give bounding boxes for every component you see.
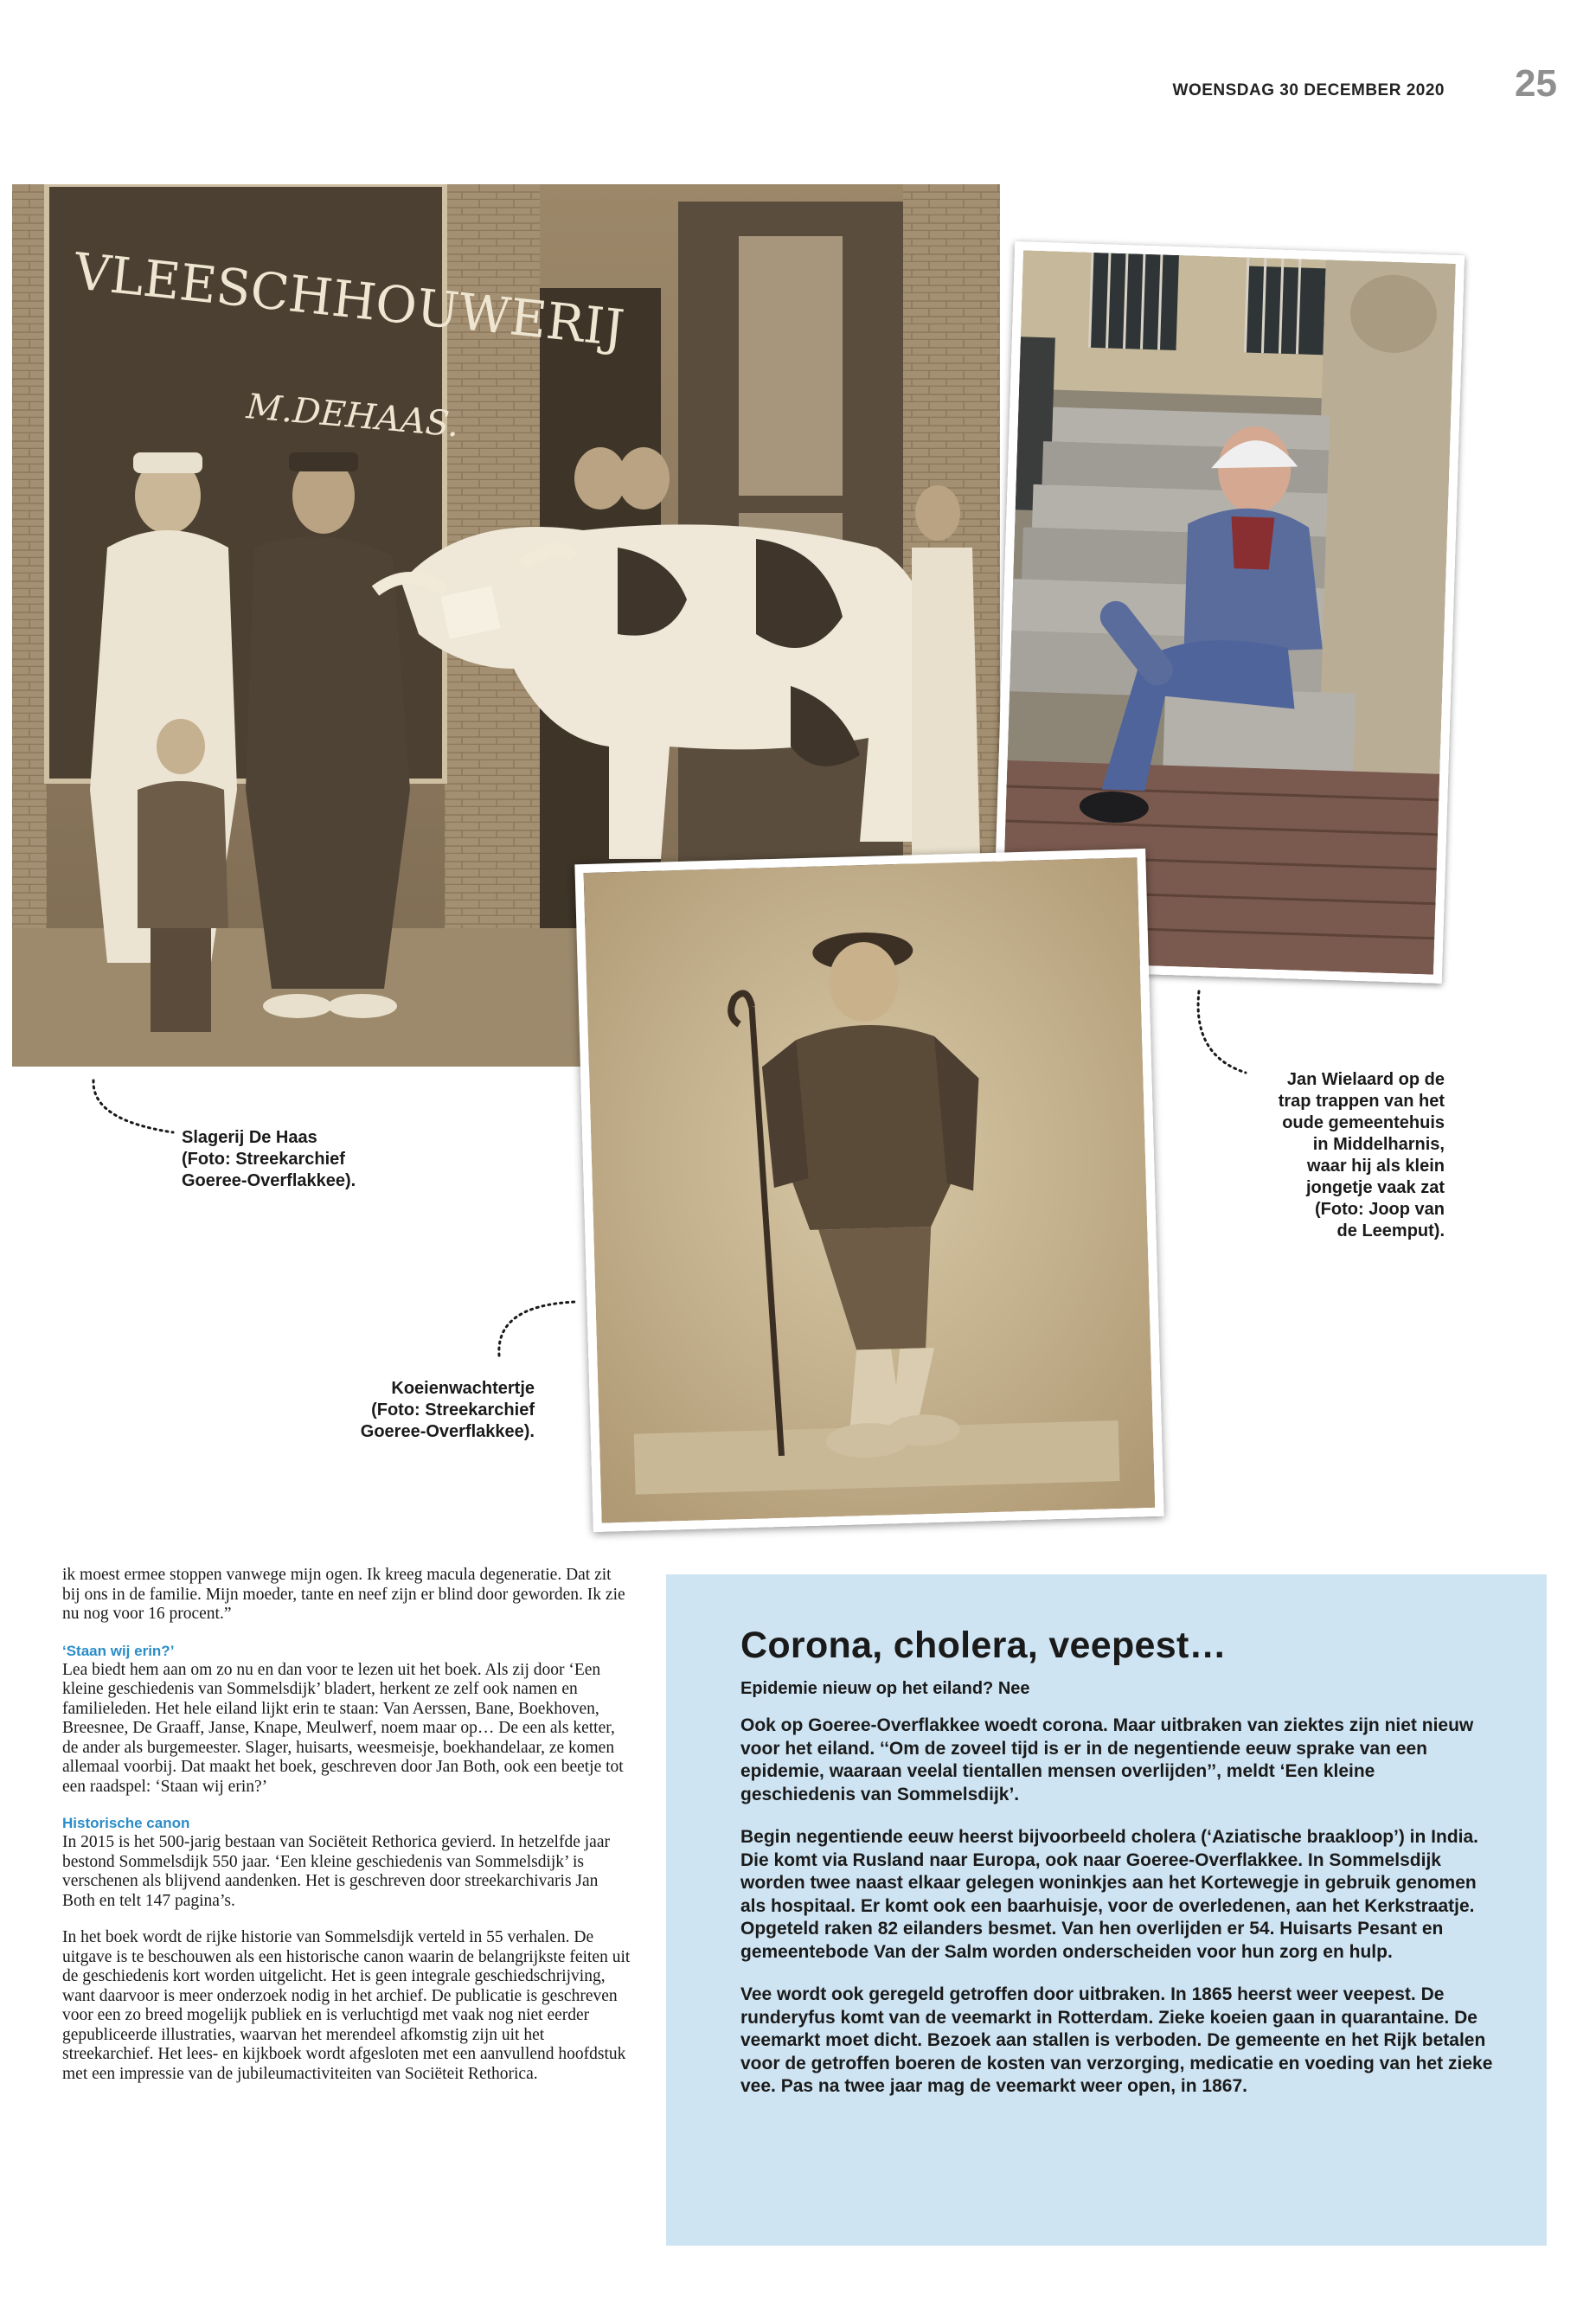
shop-sign-owner: M.DEHAAS. xyxy=(245,387,461,445)
caption-line: oude gemeentehuis xyxy=(1282,1113,1445,1132)
caption-line: Slagerij De Haas xyxy=(182,1128,317,1147)
box-paragraph: Begin negentiende eeuw heerst bijvoorbeeld cholera (‘Aziatische braakloop’) in India. Die komt via Rusland naar Europa, ook naar Goeree-Overflakkee. In Sommelsdijk worden twee naast elkaar gelegen woninkjes aan het Kortewegje in gebruik genomen als hospitaal. Er komt ook een baarhuisje, voor de overledenen, aan het Kerkstraatje. Opgeteld raken 82 eilanders besmet. Van hen overlijden er 54. Huisarts Pesant en gemeentebode Van der Salm worden onderscheiden voor hun zorg en hulp. xyxy=(740,1827,1479,1962)
caption-line: in Middelharnis, xyxy=(1312,1135,1445,1154)
caption-line: Goeree-Overflakkee). xyxy=(182,1171,356,1190)
issue-date: WOENSDAG 30 DECEMBER 2020 xyxy=(1172,81,1445,99)
epidemic-info-box xyxy=(666,1574,1547,2246)
caption-line: waar hij als klein xyxy=(1307,1157,1445,1176)
article-body xyxy=(62,1566,633,2101)
article-subheading: Historische canon xyxy=(62,1815,190,1831)
caption-line: trap trappen van het xyxy=(1278,1092,1445,1111)
article-subheading: ‘Staan wij erin?’ xyxy=(62,1642,175,1659)
cowherd-boy-illustration xyxy=(584,857,1156,1523)
box-paragraph: Ook op Goeree-Overflakkee woedt corona. Maar uitbraken van ziektes zijn niet nieuw voor het eiland. ‘‘Om de zoveel tijd is er in de negentiende eeuw sprake van een epidemie, waaraan veelal tientallen mensen overlijden’’, meldt ‘Een kleine geschiedenis van Sommelsdijk’. xyxy=(740,1715,1474,1804)
photo-cowherd-boy xyxy=(574,849,1163,1532)
page-number: 25 xyxy=(1515,62,1557,105)
caption-line: (Foto: Joop van xyxy=(1315,1200,1445,1219)
caption-line: Jan Wielaard op de xyxy=(1286,1070,1445,1089)
box-title: Corona, cholera, veepest… xyxy=(740,1625,1227,1666)
article-paragraph: In 2015 is het 500-jarig bestaan van Sociëteit Rethorica gevierd. In hetzelfde jaar bestond Sommelsdijk 550 jaar. ‘Een kleine geschiedenis van Sommelsdijk’ is verschenen als blijvend aandenken. Het is geschreven door streekarchivaris Jan Both en telt 147 pagina’s. xyxy=(62,1833,610,1910)
caption-line: (Foto: Streekarchief xyxy=(182,1150,345,1169)
article-paragraph: ik moest ermee stoppen vanwege mijn ogen. Ik kreeg macula degeneratie. Dat zit bij ons in de familie. Mijn moeder, tante en neef zijn er blind door geworden. Ik zie nu nog voor 16 procent.” xyxy=(62,1566,625,1623)
article-paragraph: Lea biedt hem aan om zo nu en dan voor te lezen uit het boek. Als zij door ‘Een kleine geschiedenis van Sommelsdijk’ bladert, herkent ze zelf ook namen en familieleden. Het hele eiland lijkt erin te staan: Van Aerssen, Bane, Boekhoven, Breesnee, De Graaff, Janse, Knape, Meulwerf, noem maar op… De een als ketter, de ander als burgemeester. Slager, huisarts, weesmeisje, boekhandelaar, ze komen allemaal voorbij. Dat maakt het boek, geschreven door Jan Both, ook een beetje tot een raadspel: ‘Staan wij erin?’ xyxy=(62,1660,624,1796)
box-lead: Epidemie nieuw op het eiland? Nee xyxy=(740,1679,1030,1698)
caption-line: Goeree-Overflakkee). xyxy=(360,1422,535,1441)
caption-line: jongetje vaak zat xyxy=(1305,1178,1445,1197)
caption-pointer-boy xyxy=(489,1293,584,1362)
caption-pointer-shop xyxy=(87,1077,182,1146)
caption-pointer-steps xyxy=(1194,986,1254,1081)
caption-butcher-shop xyxy=(182,1127,424,1192)
shop-sign-text: VLEESCHHOUWERIJ xyxy=(71,241,627,358)
caption-line: Koeienwachtertje xyxy=(391,1379,535,1398)
box-paragraph: Vee wordt ook geregeld getroffen door uitbraken. In 1865 heerst weer veepest. De runderyfus komt van de veemarkt in Rotterdam. Zieke koeien gaan in quarantaine. De veemarkt moet dicht. Bezoek aan stallen is verboden. De gemeente en het Rijk betalen voor de getroffen boeren de kosten van verzorging, medicatie en voeding van het zieke vee. Pas na twee jaar mag de veemarkt weer open, in 1867. xyxy=(740,1984,1493,2096)
caption-line: (Foto: Streekarchief xyxy=(371,1400,535,1420)
caption-man-on-steps xyxy=(1211,1069,1445,1242)
article-paragraph: In het boek wordt de rijke historie van Sommelsdijk verteld in 55 verhalen. De uitgave is te beschouwen als een historische canon waarin de belangrijkste feiten uit de geschiedenis kort worden uitgelicht. Het is geen integrale geschiedschrijving, want daarvoor is meer onderzoek nodig in het archief. De publicatie is geschreven voor een zo breed mogelijk publiek en is verluchtigd met vaak nog niet eerder gepubliceerde illustraties, waarvan het merendeel afkomstig zijn uit het streekarchief. Het lees- en kijkboek wordt afgesloten met een aanvullend hoofdstuk met een impressie van de jubileumactiviteiten van Sociëteit Rethorica. xyxy=(62,1928,631,2083)
caption-line: de Leemput). xyxy=(1336,1221,1445,1240)
caption-cowherd-boy xyxy=(294,1378,535,1443)
